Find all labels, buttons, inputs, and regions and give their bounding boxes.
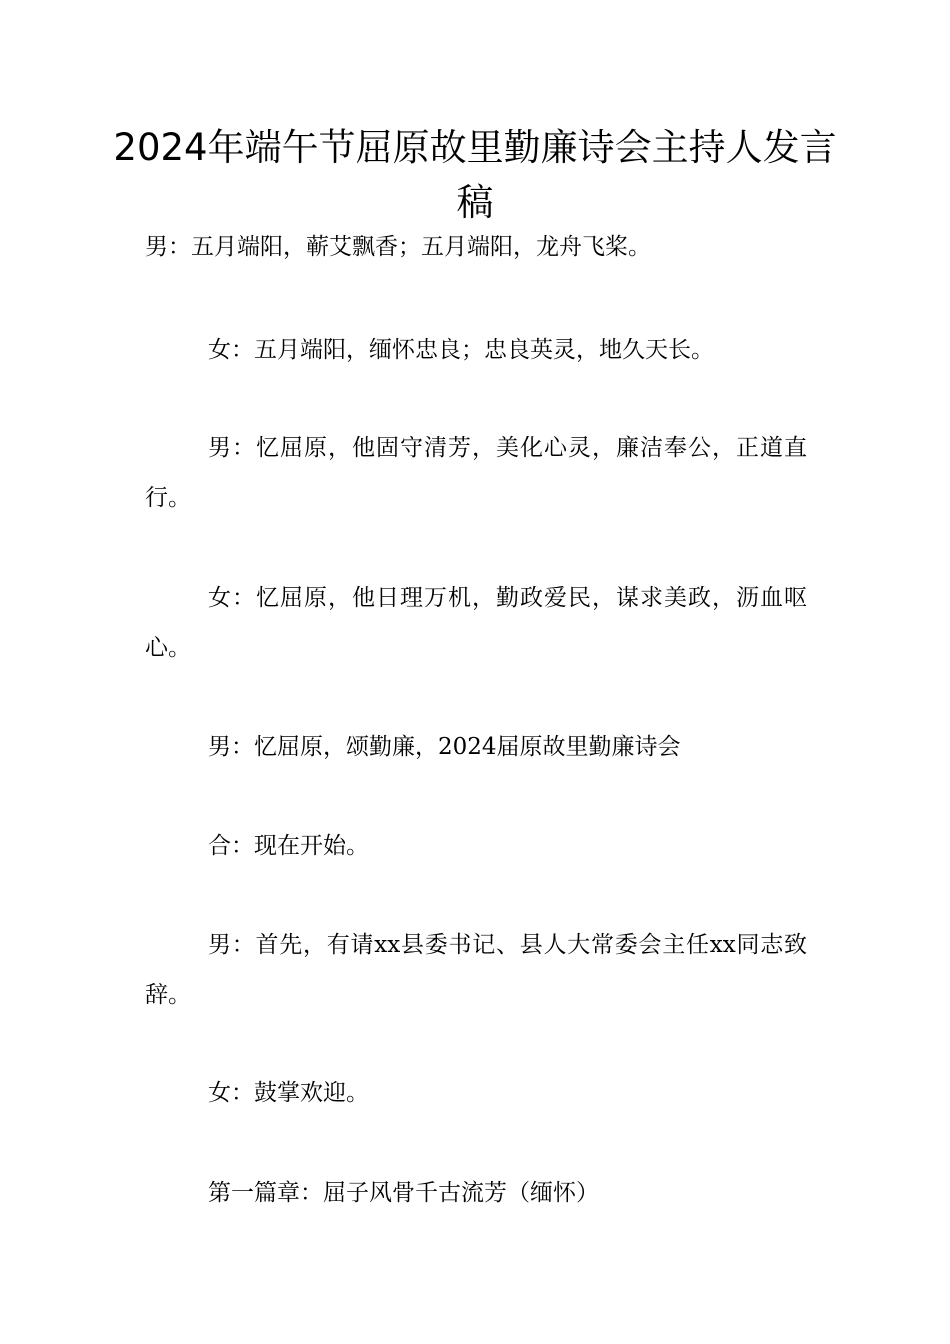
paragraph-1: 男：五月端阳，蕲艾飘香；五月端阳，龙舟飞桨。 xyxy=(145,234,651,260)
paragraph-5: 男：忆屈原，颂勤廉，2024届原故里勤廉诗会 xyxy=(208,734,681,760)
paragraph-4: 女：忆屈原，他日理万机，勤政爱民，谋求美政，沥血呕心。 xyxy=(145,585,807,661)
paragraph-3: 男：忆屈原，他固守清芳，美化心灵，廉洁奉公，正道直行。 xyxy=(145,435,807,511)
paragraph-8: 女：鼓掌欢迎。 xyxy=(208,1080,369,1106)
section-heading: 第一篇章：屈子风骨千古流芳（缅怀） xyxy=(208,1180,599,1206)
paragraph-7: 男：首先，有请xx县委书记、县人大常委会主任xx同志致辞。 xyxy=(145,932,807,1008)
paragraph-6: 合：现在开始。 xyxy=(208,833,369,859)
paragraph-2: 女：五月端阳，缅怀忠良；忠良英灵，地久天长。 xyxy=(208,337,714,363)
document-title: 2024年端午节屈原故里勤廉诗会主持人发言稿 xyxy=(113,126,837,224)
